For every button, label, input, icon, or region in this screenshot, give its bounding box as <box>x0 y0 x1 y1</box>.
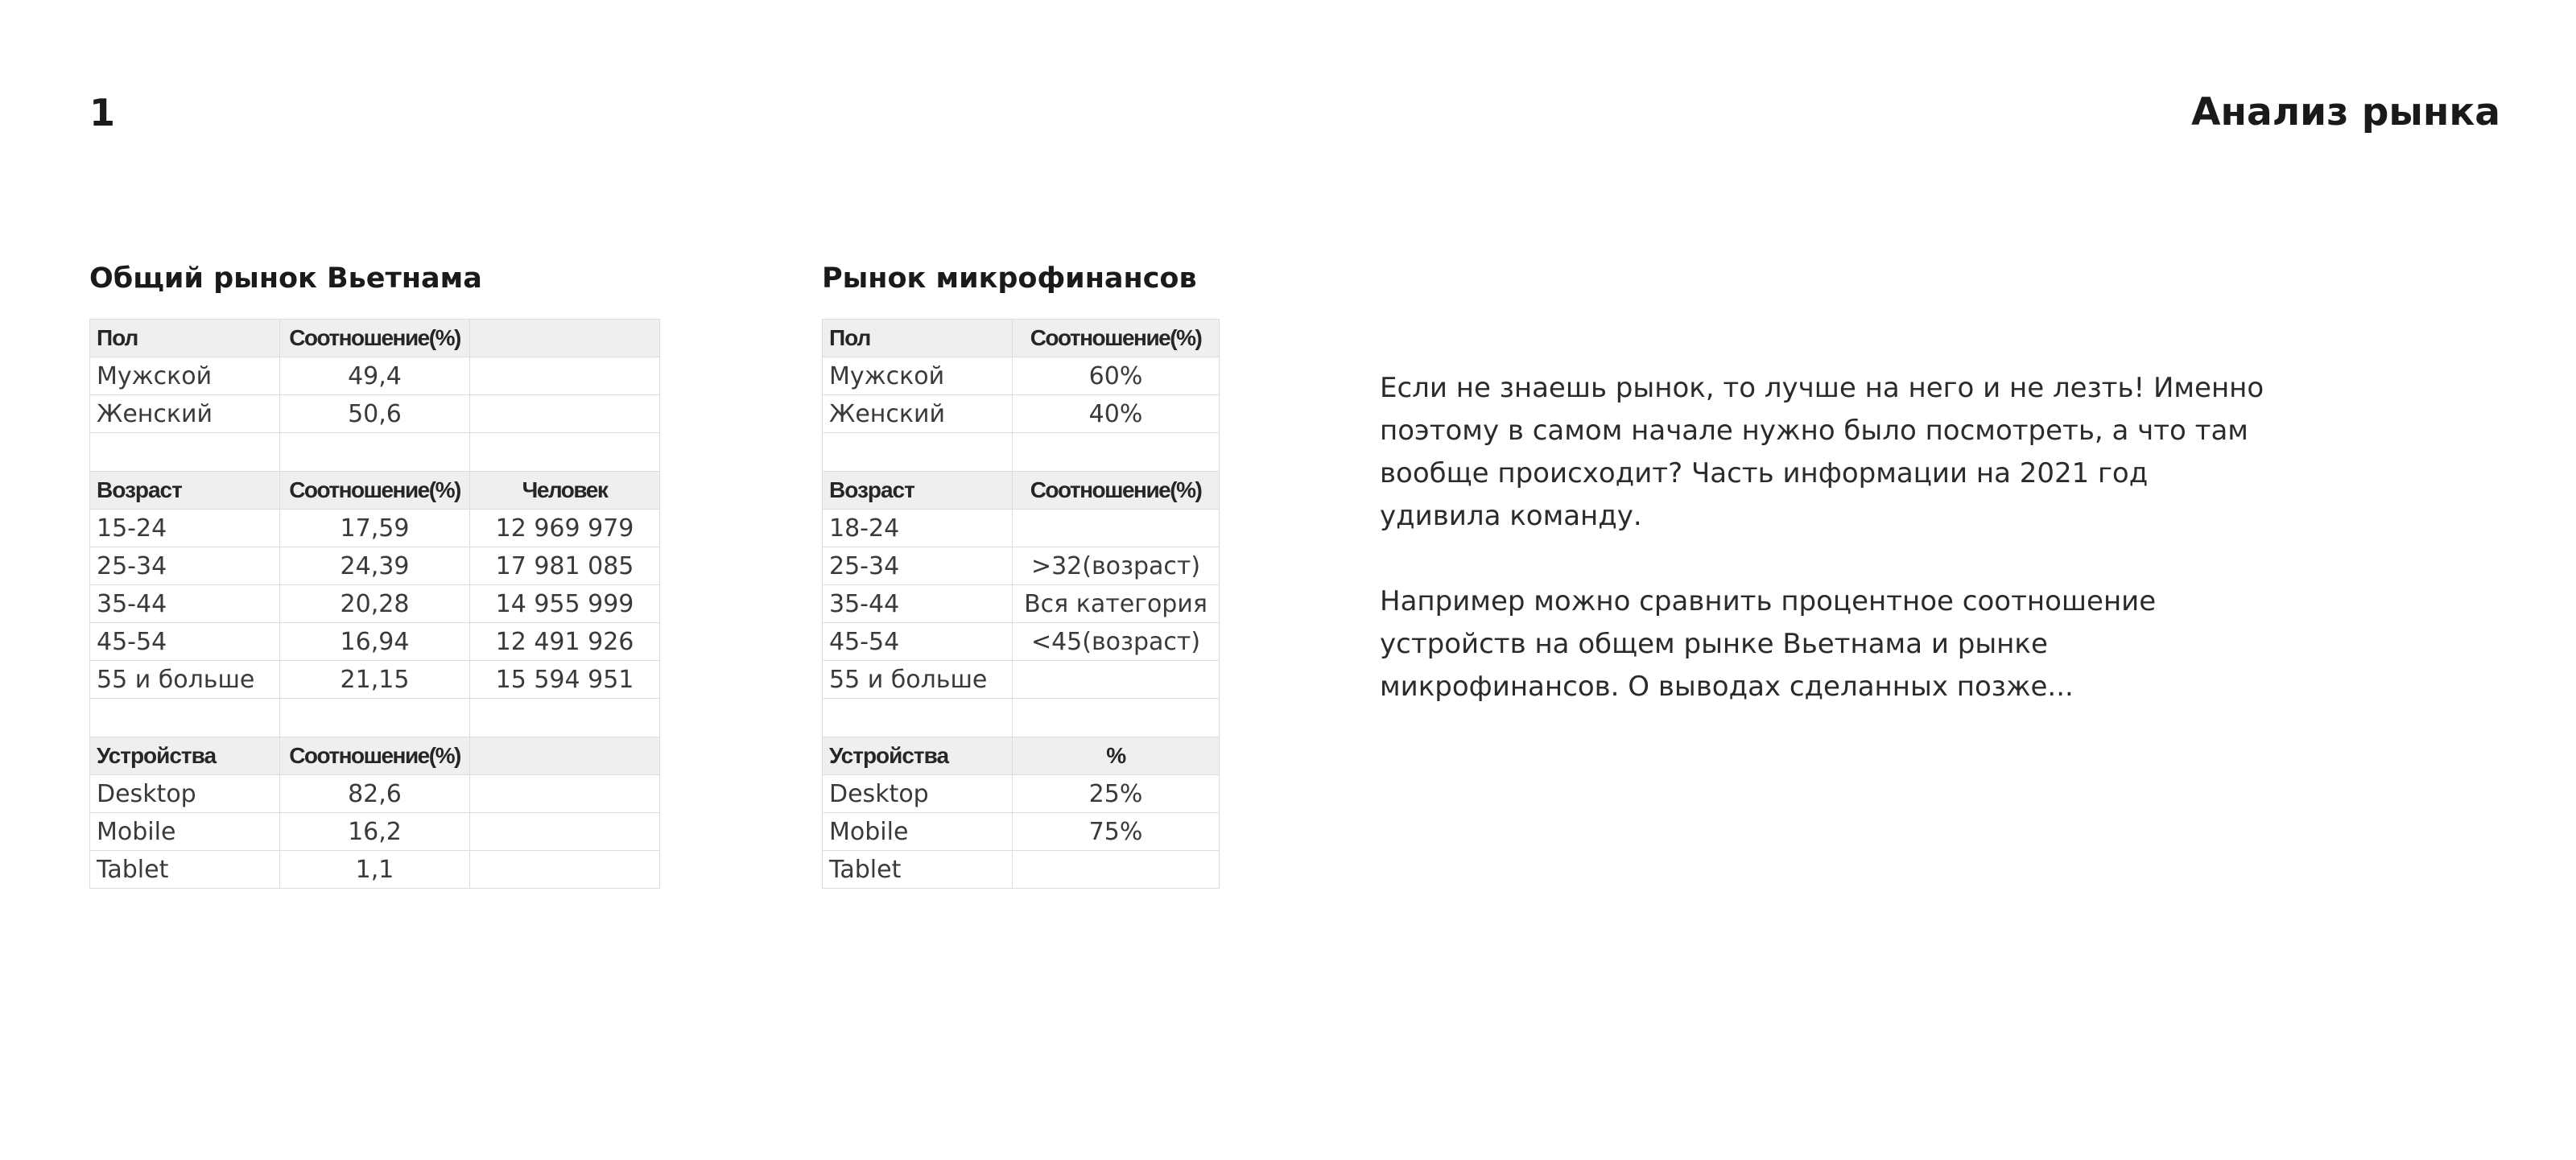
table-cell: 12 491 926 <box>470 623 660 661</box>
empty-cell <box>1013 699 1220 737</box>
table-row <box>90 547 660 585</box>
table-cell <box>1013 661 1220 699</box>
table-row <box>823 395 1220 433</box>
table-cell: 21,15 <box>280 661 470 699</box>
table-cell: Mobile <box>90 813 280 851</box>
empty-row <box>90 433 660 472</box>
description-text <box>1380 367 2330 751</box>
table-cell: 18-24 <box>823 510 1013 547</box>
table-cell: Женский <box>823 395 1013 433</box>
header-cell: % <box>1013 737 1220 775</box>
table-cell: 17,59 <box>280 510 470 547</box>
table-cell: 40% <box>1013 395 1220 433</box>
table-row <box>823 547 1220 585</box>
table-row <box>823 623 1220 661</box>
table-cell: 35-44 <box>823 585 1013 623</box>
header-cell: Устройства <box>823 737 1013 775</box>
header-cell <box>470 320 660 357</box>
table-cell: Tablet <box>90 851 280 889</box>
age-header-row <box>823 472 1220 510</box>
header-cell: Человек <box>470 472 660 510</box>
table-cell: Desktop <box>823 775 1013 813</box>
table-row <box>823 775 1220 813</box>
table-row <box>90 585 660 623</box>
general-market-table <box>89 319 660 889</box>
table-cell: 45-54 <box>90 623 280 661</box>
table-cell: 45-54 <box>823 623 1013 661</box>
table-cell: Мужской <box>823 357 1013 395</box>
header-cell <box>470 737 660 775</box>
page-title: Анализ рынка <box>2191 90 2500 134</box>
table-row <box>823 510 1220 547</box>
empty-cell <box>823 433 1013 472</box>
table-row <box>90 661 660 699</box>
table-cell: 60% <box>1013 357 1220 395</box>
table-cell: <45(возраст) <box>1013 623 1220 661</box>
table-row <box>823 357 1220 395</box>
table-cell: 17 981 085 <box>470 547 660 585</box>
table-cell: 20,28 <box>280 585 470 623</box>
table-cell: 35-44 <box>90 585 280 623</box>
table-cell <box>470 851 660 889</box>
empty-cell <box>823 699 1013 737</box>
table-row <box>823 585 1220 623</box>
table-cell: 12 969 979 <box>470 510 660 547</box>
header-cell: Возраст <box>823 472 1013 510</box>
gender-header-row <box>90 320 660 357</box>
table-cell <box>470 813 660 851</box>
header-cell: Возраст <box>90 472 280 510</box>
header-cell: Пол <box>823 320 1013 357</box>
header-cell: Соотношение(%) <box>280 320 470 357</box>
table-row <box>823 851 1220 889</box>
table-cell <box>1013 510 1220 547</box>
table-row <box>823 813 1220 851</box>
header-cell: Соотношение(%) <box>1013 320 1220 357</box>
page-number: 1 <box>89 91 116 134</box>
table-cell: 49,4 <box>280 357 470 395</box>
table-row <box>823 661 1220 699</box>
table-cell: 15 594 951 <box>470 661 660 699</box>
table-row <box>90 510 660 547</box>
table-cell <box>1013 851 1220 889</box>
table-cell: 25-34 <box>823 547 1013 585</box>
table-cell: 75% <box>1013 813 1220 851</box>
header-cell: Соотношение(%) <box>1013 472 1220 510</box>
table-cell: 16,2 <box>280 813 470 851</box>
header-cell: Соотношение(%) <box>280 737 470 775</box>
table-cell: 14 955 999 <box>470 585 660 623</box>
age-header-row <box>90 472 660 510</box>
header-cell: Устройства <box>90 737 280 775</box>
empty-cell <box>90 433 280 472</box>
table-cell: 25% <box>1013 775 1220 813</box>
table-row <box>90 813 660 851</box>
table-cell: 55 и больше <box>823 661 1013 699</box>
table-cell: Женский <box>90 395 280 433</box>
table-row <box>90 623 660 661</box>
devices-header-row <box>823 737 1220 775</box>
table-cell: 1,1 <box>280 851 470 889</box>
table-cell: 82,6 <box>280 775 470 813</box>
table-cell <box>470 357 660 395</box>
empty-cell <box>280 699 470 737</box>
table-cell <box>470 775 660 813</box>
microfinance-market-title: Рынок микрофинансов <box>822 262 1197 295</box>
empty-cell <box>470 433 660 472</box>
table-cell <box>470 395 660 433</box>
header-cell: Пол <box>90 320 280 357</box>
microfinance-market-table <box>822 319 1220 889</box>
table-cell: Вся категория <box>1013 585 1220 623</box>
table-cell: >32(возраст) <box>1013 547 1220 585</box>
table-row <box>90 775 660 813</box>
table-cell: Tablet <box>823 851 1013 889</box>
gender-header-row <box>823 320 1220 357</box>
table-cell: 50,6 <box>280 395 470 433</box>
table-row <box>90 395 660 433</box>
empty-row <box>823 433 1220 472</box>
empty-cell <box>90 699 280 737</box>
empty-cell <box>470 699 660 737</box>
paragraph-intro: Если не знаешь рынок, то лучше на него и не лезть! Именно поэтому в самом начале нужно было посмотреть, а что там вообще происходит? Часть информации на 2021 год удивила команду. <box>1380 372 2264 532</box>
table-cell: 15-24 <box>90 510 280 547</box>
empty-cell <box>1013 433 1220 472</box>
table-cell: 25-34 <box>90 547 280 585</box>
table-cell: Мужской <box>90 357 280 395</box>
table-cell: Desktop <box>90 775 280 813</box>
empty-cell <box>280 433 470 472</box>
empty-row <box>90 699 660 737</box>
table-cell: Mobile <box>823 813 1013 851</box>
table-cell: 16,94 <box>280 623 470 661</box>
table-row <box>90 357 660 395</box>
table-row <box>90 851 660 889</box>
header-cell: Соотношение(%) <box>280 472 470 510</box>
table-cell: 24,39 <box>280 547 470 585</box>
paragraph-comparison: Например можно сравнить процентное соотношение устройств на общем рынке Вьетнама и рынке микрофинансов. О выводах сделанных позже... <box>1380 585 2157 703</box>
devices-header-row <box>90 737 660 775</box>
general-market-title: Общий рынок Вьетнама <box>89 262 482 295</box>
empty-row <box>823 699 1220 737</box>
table-cell: 55 и больше <box>90 661 280 699</box>
